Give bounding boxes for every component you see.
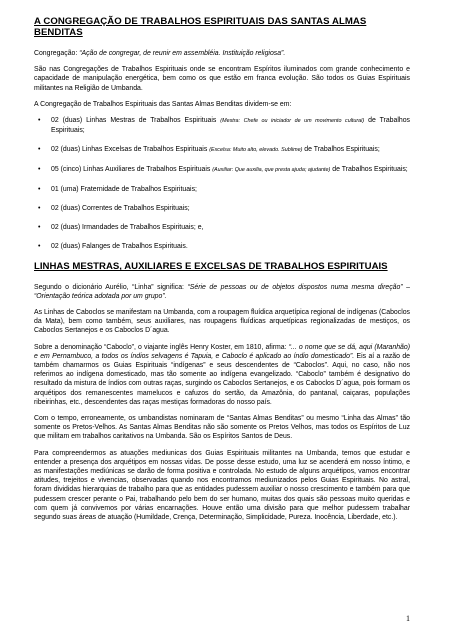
page-number: 1 bbox=[406, 614, 410, 623]
list-item: • 02 (duas) Correntes de Trabalhos Espirituais; bbox=[34, 204, 410, 213]
list-item: • 02 (duas) Linhas Excelsas de Trabalhos Espirituais (Excelsa: Muito alto, elevado. Sublime) de Trabalhos Espirituais; bbox=[34, 145, 410, 155]
paragraph-caboclos: As Linhas de Caboclos se manifestam na Umbanda, com a roupagem fluídica arquetípica regional de indígenas (Caboclos da Mata), bem como também, seus auxiliares, nas roupagens fluídicas arquetípicas regionalizadas de mestiços, os Caboclos Sertanejos e os Caboclos D´agua. bbox=[34, 308, 410, 335]
paragraph-linha-definition: Segundo o dicionário Aurélio, “Linha” significa: “Série de pessoas ou de objetos dispostos numa mesma direção” – “Orientação teórica adotada por um grupo”. bbox=[34, 283, 410, 300]
list-item: • 02 (duas) Falanges de Trabalhos Espirituais. bbox=[34, 242, 410, 251]
definition-label: Congregação: bbox=[34, 50, 80, 58]
division-list bbox=[34, 116, 410, 251]
paragraph-caboclo-denomination: Sobre a denominação “Caboclo”, o viajante inglês Henry Koster, em 1810, afirma: “... o nome que se dá, aqui (Maranhão) e em Pernambuco, a todos os índios selvagens é Tapuia, e Caboclo é aplicado ao índio domesticado”. Eis aí a razão de também chamarmos os Guias Espirituais “indígenas” e seus descendentes de “Caboclos”. Aqui, no caso, não nos referimos ao indígena domesticado, mas tão somente ao indígena evangelizado. “Caboclo” também é designativo do resultado da mistura de índios com outras raças, surgindo os Caboclos Sertanejos, e os Caboclos D´agua, pois formam os arquétipos dos remanescentes mamelucos e cafuzos do sertão, da Amazônia, do pantanal, caiçaras, populações ribeirinhas, etc., descendentes das raças mestiças formadoras do nosso país. bbox=[34, 343, 410, 406]
page-title: A CONGREGAÇÃO DE TRABALHOS ESPIRITUAIS DAS SANTAS ALMAS BENDITAS bbox=[34, 16, 367, 39]
paragraph-division-intro: A Congregação de Trabalhos Espirituais das Santas Almas Benditas dividem-se em: bbox=[34, 100, 292, 108]
congregation-definition bbox=[34, 49, 410, 58]
paragraph-archetypes: Para compreendermos as atuações mediunicas dos Guias Espirituais militantes na Umbanda, temos que estudar e entender a presença dos arquétipos em nossas vidas. De posse desse estudo, uma luz se acenderá em nosso íntimo, e as manifestações mediúnicas se darão de forma positiva e controlada. No estudo de alguns arquétipos, vamos encontrar atitudes, trejeitos e vivencias, observadas quando nos encontramos mediunizados pelos Guias Espirituais. No astral, foram divididas hierarquias de trabalho para que as entidades pudessem auxiliar o nosso crescimento e também para que pudessem crescer perante o Pai, trabalhando pelo bem do ser humano, muitas dos quais são pessoas muito queridas e com quem já convivemos por várias encarnações. Houve então uma divisão para que melhor pudessem trabalhar segundo suas áreas de atuação (Humildade, Crença, Determinação, Simplicidade, Pureza. Inocência, Liberdade, etc.). bbox=[34, 449, 410, 521]
definition-text: “Ação de congregar, de reunir em assembléia. Instituição religiosa”. bbox=[79, 50, 286, 58]
paragraph-congregations: São nas Congregações de Trabalhos Espirituais onde se encontram Espíritos iluminados com grande conhecimento e capacidade de manipulação energética, bem como os que estão em franca evolução. São todos os Guias Espirituais militantes na Religião de Umbanda. bbox=[34, 66, 410, 92]
list-item: • 02 (duas) Irmandades de Trabalhos Espirituais; e, bbox=[34, 223, 410, 232]
paragraph-santas-almas: Com o tempo, erroneamente, os umbandistas nominaram de “Santas Almas Benditas” ou mesmo “Linha das Almas” tão somente os Pretos-Velhos. As Santas Almas Benditas não são somente os Pretos Velhos, mas todos os Espíritos de Luz que militam em trabalhos caritativos na Umbanda. São os Espíritos Santos de Deus. bbox=[34, 414, 410, 441]
section-heading: LINHAS MESTRAS, AUXILIARES E EXCELSAS DE TRABALHOS ESPIRITUAIS bbox=[34, 261, 388, 273]
list-item: • 02 (duas) Linhas Mestras de Trabalhos Espirituais (Mestra: Chefe ou iniciador de um movimento cultural) de Trabalhos Espirituais; bbox=[34, 116, 410, 135]
list-item: • 01 (uma) Fraternidade de Trabalhos Espirituais; bbox=[34, 185, 410, 194]
list-item: • 05 (cinco) Linhas Auxiliares de Trabalhos Espirituais (Auxiliar: Que auxilia, que presta ajuda; ajudante) de Trabalhos Espirituais; bbox=[34, 165, 410, 175]
